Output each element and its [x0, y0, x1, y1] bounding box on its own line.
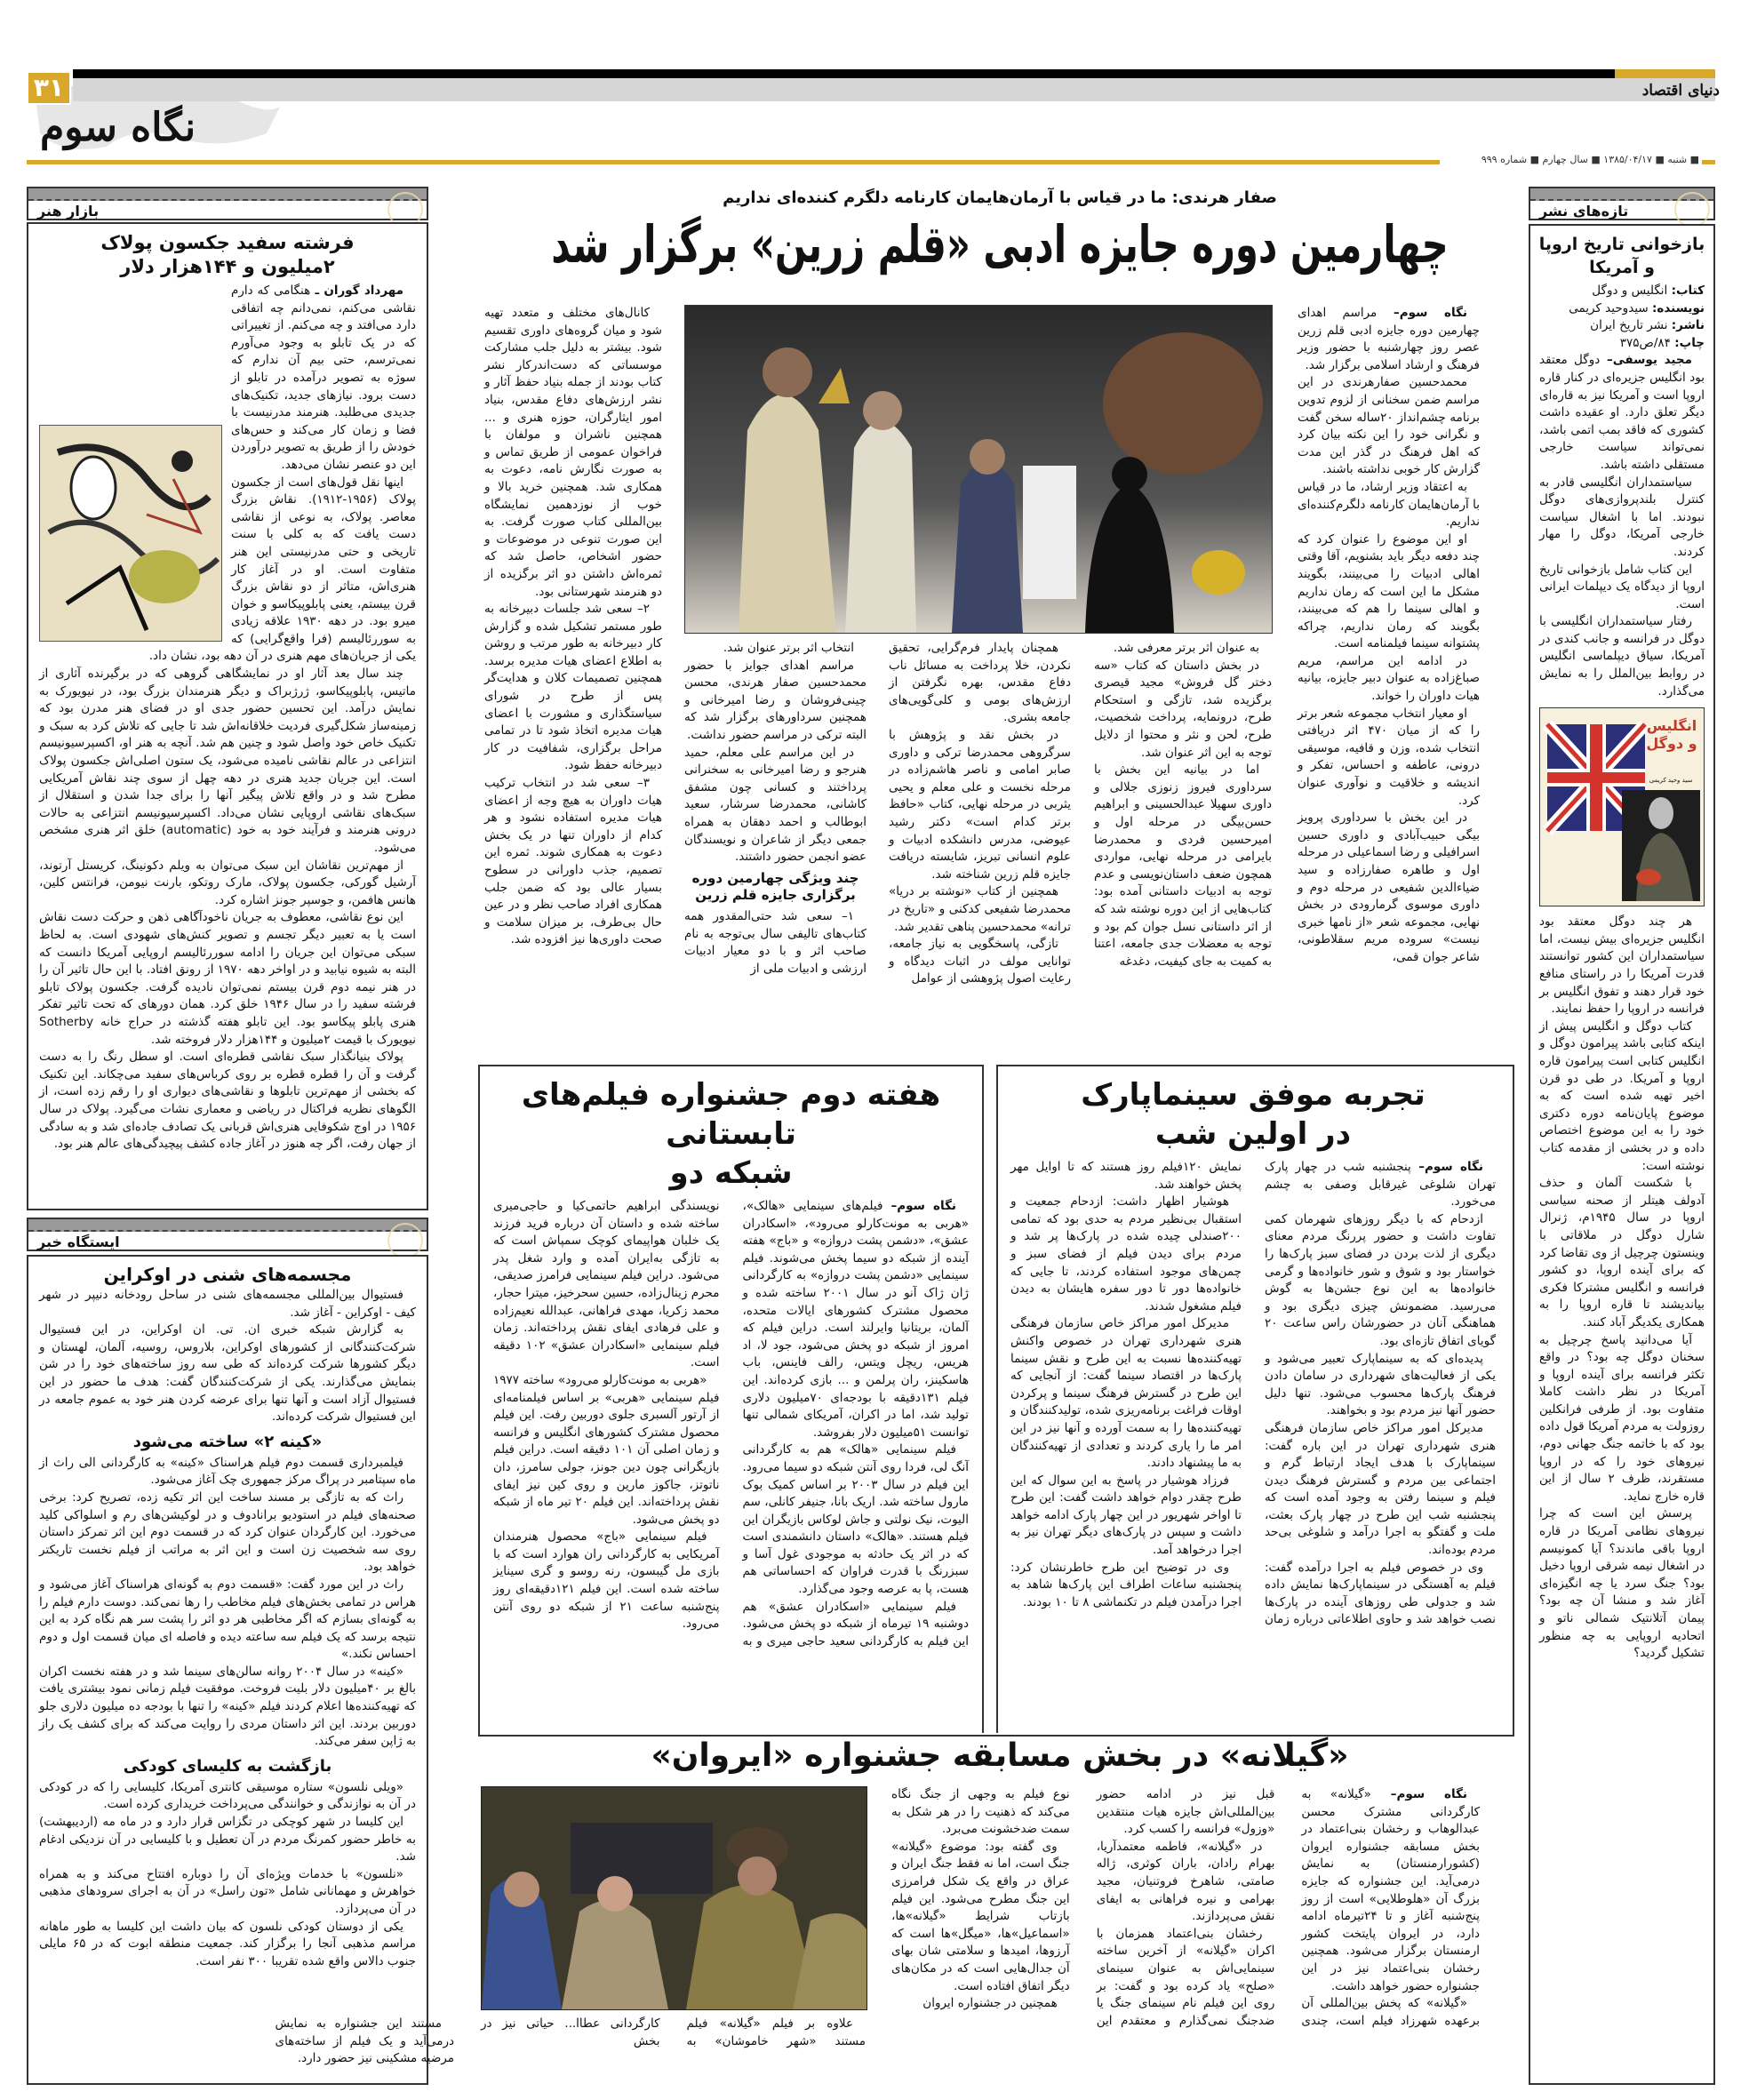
article-column-1 — [1298, 305, 1480, 1054]
article-title: هفته دوم جشنواره فیلم‌های تابستانی — [521, 1077, 941, 1152]
page-number: ۳۱ — [27, 71, 71, 105]
paragraph: وی گفته بود: موضوع «گیلانه» جنگ است، اما نه فقط جنگ ایران و عراق در واقع یک شکل فرامرزی این جنگ مطرح می‌شود. این فیلم بازتاب شرایط «گیلانه»ها، «اسماعیل»ها، «میگل»ها است که آرزوها، امیدها و سلامتی شان بهای آن جدال‌هایی است که در مکان‌های دیگر اتفاق افتاده است. — [891, 1839, 1070, 1993]
top-gold-accent — [1615, 69, 1715, 78]
paragraph: «ویلی نلسون» ستاره موسیقی کانتری آمریکا، کلیسایی را که در کودکی در آن به نوازندگی و خوانندگی می‌پرداخت خریداری کرده است. — [39, 1779, 416, 1812]
paragraph: رخشان بنی‌اعتماد همزمان با اکران «گیلانه» از آخرین ساخته سینمایی‌اش به عنوان سینمای «صلح» یاد کرده بود و گفت: بر روی این فیلم نام سینمای جنگ یا ضدجنگ نمی‌گذارم و معتقدم این نوع فیلم به وجهی از جنگ نگاه می‌کند که ذهنیت را در هر شکل به سمت ضدخشونت می‌برد. — [891, 1787, 1275, 2028]
paragraph: مدیرکل امور مراکز خاص سازمان فرهنگی هنری شهرداری تهران در این باره گفت: سینماپارک با هدف ایجاد ارتباط گرم و اجتماعی بین مردم و گسترش فرهنگ دیدن فیلم و سینما رفتن به وجود آمده است که پنجشنبه شب این طرح در چهار پارک بعثت، ملت و گفتگو به اجرا درآمد و شلوغی بی‌حد مردم بوده‌اند. — [1265, 1420, 1496, 1558]
subheading: چند ویژگی چهارمین دوره برگزاری جایزه قلم زرین — [691, 869, 859, 904]
book-info — [1539, 283, 1705, 352]
paragraph: این نوع نقاشی، معطوف به جریان ناخودآگاهی ذهن و حرکت دست نقاش است یا به تعبیر دیگر تجسم و تصویر کنش‌های شهودی است. به لحاظ سبکی می‌توان این جریان را ادامه سوررئالیسم اروپایی آمریکا دانست که البته به شیوه نیابید و در اواخر دهه ۱۹۷۰ از رونق افتاد. با این حال تاثیر آن را در هنر نیمه دوم قرن بیستم نمی‌توان نادیده گرفت. جکسون پولاک تابلو فرشته سفید را در سال ۱۹۴۶ خلق کرد. همان دورهای که تحت تاثیر تفکر هنری پابلو پیکاسو بود. این تابلو هفته گذشته در حراج خانه Sotherby نیویورک با قیمت ۲میلیون و ۱۴۴هزار دلار فروخته شد. — [39, 910, 416, 1047]
book-info-line: چاپ: ۸۴/ص۳۷۵ — [1619, 335, 1705, 350]
paragraph: ۲– سعی شد جلسات دبیرخانه به طور مستمر تشکیل شده و گزارش کار دبیرخانه به طور مرتب و روشن به اطلاع اعضای هیات مدیره برسد. همچنین تصمیمات کلان و هدایت‌گر پس از طرح در شورای سیاستگذاری و مشورت با اعضای هیات مدیره اتخاذ شود تا در تمامی مراحل برگزاری، شفافیت در کار دبیرخانه حفظ شود. — [484, 602, 662, 773]
paragraph: آیا می‌دانید پاسخ چرچیل به سخنان دوگل چه بود؟ در واقع تکثر فرانسه برای آینده اروپا و آمریکا در نظر داشت کاملا متفاوت بود. از طرفی فرانکلین روزولت به مردم آمریکا قول داده بود که با خاتمه جنگ جهانی دوم، نیروهای خود را که در اروپا مستقرند، ظرف ۲ سال از این قاره خارج نماید. — [1539, 1332, 1705, 1504]
news-body — [39, 1455, 416, 1751]
paragraph: نگاه سوم– فیلم‌های سینمایی «هالک»، «هربی به مونت‌کارلو می‌رود»، «اسکادران عشق»، «دشمن پشت دروازه» و «باج» هفته آینده از شبکه دو سیما پخش می‌شوند. فیلم سینمایی «دشمن پشت دروازه» به کارگردانی ژان ژاک آنو در سال ۲۰۰۱ ساخته شده و محصول مشترک کشورهای ایالات متحده، آلمان، بریتانیا وایرلند است. دراین فیلم که امروز از شبکه دو پخش می‌شود، جود لا، اد هریس، ریچل ویتس، رالف فاینس، باب هاسکینز، ران پرلمن و ... بازی کرده‌اند. این فیلم ۱۳۱دقیقه با بودجه‌ای ۷۰میلیون دلاری تولید شد، اما در اکران، آمریکای شمالی تنها توانست ۵۱میلیون دلار بفروشد. — [742, 1199, 969, 1440]
paragraph: در این مراسم علی معلم، حمید هنرجو و رضا امیرخانی به سخنرانی پرداختند و کسانی چون مشفق کاشانی، محمدرضا سرشار، سعید ابوطالب و احمد دهقان به همراه جمعی دیگر از شاعران و نویسندگان عضو انجمن حضور داشتند. — [684, 745, 867, 865]
paragraph: «هربی به مونت‌کارلو می‌رود» ساخته ۱۹۷۷ فیلم سینمایی «هربی» بر اساس فیلمنامه‌ای از آرتور آلسبری جلوی دوربین رفت. این فیلم محصول مشترک کشورهای انگلیس و فرانسه و زمان اصلی آن ۱۰۱ دقیقه است. دراین فیلم بازیگرانی چون دین جونز، جولی سامرز، دان ناتوتز، جاکوز مارین و روی کین نیز ایفای نقش پرداخته‌اند. این فیلم ۲۰ تیر ماه از شبکه دو پخش می‌شود. — [493, 1372, 720, 1527]
paragraph: فیلم سینمایی «هالک» هم به کارگردانی آنگ لی، فردا روی آنتن شبکه دو سیما می‌رود. این فیلم در سال ۲۰۰۳ بر اساس کمیک بوک مارول ساخته شد. اریک بانا، جنیفر کانلی، سم الیوت، نیک نولتی و جاش لوکاس بازیگران این فیلم هستند. «هالک» داستان دانشمندی است که در اثر یک حادثه به موجودی غول آسا و سبزرنگ با قدرت فراوان که احساساتی هم هست، پا به عرصه وجود می‌گذارد. — [742, 1442, 969, 1597]
cover-title: انگلیس و دوگل — [1646, 717, 1697, 753]
main-headline: چهارمین دوره جایزه ادبی «قلم زرین» برگزار شد — [551, 214, 1449, 275]
globe-icon — [387, 1223, 423, 1258]
header-strip — [28, 1219, 427, 1232]
paragraph: هر چند دوگل معتقد بود انگلیس جزیره‌ای بیش نیست، اما سیاستمداران این کشور توانستند قدرت آمریکا را در راستای منافع خود قرار دهند و تفوق انگلیس بر فرانسه در اروپا را حفظ نمایند. — [1539, 914, 1705, 1017]
paragraph: همچنین در جشنواره ایروان — [922, 1996, 1058, 2011]
paragraph: در این بخش با سرداوری پرویز بیگی حبیب‌آبادی و داوری حسین اسرافیلی و رضا اسماعیلی در مرحله اول و طاهره صفارزاده و سید ضیاءالدین شفیعی در مرحله دوم و داوری موسوی گرمارودی در بخش نهایی، مجموعه شعر «از نامها خبری نیست» سروده مریم سقلاطونی، شاعر جوان قمی، — [1298, 810, 1480, 964]
news-title: مجسمه‌های شنی در اوکراین — [103, 1264, 352, 1285]
paragraph: وی در خصوص فیلم به اجرا درآمده گفت: فیلم به آهستگی در سینماپارک‌ها نمایش داده شد و جدولی طی روزهای آینده در پارک‌ها نصب خواهد شد و حاوی اطلاعاتی درباره زمان نمایش ۱۲۰فیلم روز هستند که تا اوایل مهر پخش خواهند شد. — [1010, 1160, 1496, 1627]
news-body — [39, 1779, 416, 1971]
paragraph: نگاه سوم– «گیلانه» به کارگردانی مشترک محسن عبدالوهاب و رخشان بنی‌اعتماد در بخش مسابقه جشنواره ایروان (کشورارمنستان) به نمایش درمی‌آید. این جشنواره که جایزه بزرگ آن «هلوطلایی» است از روز پنج‌شنبه آغاز و تا ۲۴تیرماه ادامه دارد، در ایروان پایتخت کشور ارمنستان برگزار می‌شود. همچنین رخشان بنی‌اعتماد نیز در این جشنواره حضور خواهد داشت. — [1301, 1787, 1480, 1993]
paragraph: این کتاب شامل بازخوانی تاریخ اروپا از دیدگاه یک دیپلمات ایرانی است. — [1539, 562, 1705, 611]
paragraph: وی در توضیح این طرح خاطرنشان کرد: پنجشنبه ساعات اطراف این پارک‌ها شاهد به اجرا درآمدن فیلم در تکنماشی ۸ تا ۱۰ بودند. — [1010, 1560, 1242, 1609]
article-title-2: شبکه دو — [669, 1155, 793, 1191]
paragraph: ۱– سعی شد حتی‌المقدور همه کتاب‌های تالیفی سال بی‌توجه به نام صاحب اثر و با دو معیار ادبیات ارزشی و ادبیات ملی از — [684, 908, 867, 976]
paragraph: چند سال بعد آثار او در نمایشگاهی گروهی که در برگیرنده آثاری از ماتیس، پابلوپیکاسو، ژرژبراک و دیگر هنرمندان بزرگ بود، در نیویورک به نمایش درآمد. این تحسین حضور جدی او در فضای هنر مدرن بود که زمینه‌ساز شکل‌گیری فردیت خلاقانه‌اش شد تا جایی که تلاش کرد به سبک و تکنیک خاص خود واصل شود و چنین هم شد. آنچه به هنر او، اکسپرسیونیسم انتزاعی در عالم نقاشی نامیده می‌شود، یک ستون اصلی‌اش جکسون پولاک است. این جریان جدید هنری در دهه چهل از سوی چند نقاش آمریکایی مطرح شد و در واقع تلاش پیگیر آنها را برای جدا شدن و استقلال از سبک‌های نقاشی اروپایی نشان می‌داد. اکسپرسیونیسم انتزاعی به حالات درونی هنرمند و فرآیند خود به خود (automatic) خلق اثر هنری مشخص می‌شود. — [39, 667, 416, 855]
info-label: کتاب: — [1671, 283, 1705, 298]
paragraph: پدیده‌ای که به سینماپارک تعبیر می‌شود و یکی از فعالیت‌های شهرداری در سامان دادن فرهنگ پارک‌ها محسوب می‌شود. تنها دلیل حضور آنها نیز مردم بود و بخواهند. — [1265, 1351, 1496, 1418]
paragraph: فیلم سینمایی «اسکادران عشق» هم دوشنبه ۱۹ تیرماه از شبکه دو پخش می‌شود. این فیلم به کارگردانی سعید حاجی میری و به نویسندگی ابراهیم حاتمی‌کیا و حاجی‌میری ساخته شده و داستان آن درباره فرید فرزند یک خلبان هواپیمای کوچک سمپاش است که به تازگی به‌ایران آمده و وارد شغل پدر می‌شود. دراین فیلم سینمایی فرامرز صدیقی، محرم زینال‌زاده، حسین سحرخیز، میترا حجار، محمد زکریا، مهدی فراهانی، عبدالله نعیم‌زاده و علی فرهادی ایفای نقش پرداخته‌اند. زمان فیلم سینمایی «اسکادران عشق» ۱۰۲ دقیقه است. — [493, 1199, 969, 1649]
article-column-5 — [484, 305, 662, 1054]
paragraph: در ادامه این مراسم، مریم صباغ‌زاده به عنوان دبیر جایزه، بیانیه هیات داوران را خواند. — [1298, 653, 1480, 704]
paragraph: راث در این مورد گفت: «قسمت دوم به گونه‌ای هراسناک آغاز می‌شود و هراس در تمامی بخش‌های فیلم مخاطب را رها نمی‌کند. دوست دارم فیلم را به گونه‌ای بسازم که اگر مخاطبی هر دو اثر را پشت سر هم نگاه کرد به این نتیجه برسد که یک فیلم سه ساعته دیده و فاصله ای میان قسمت اول و دوم احساس نکند.» — [39, 1577, 416, 1662]
byline: نگاه سوم– — [882, 1199, 956, 1213]
paragraph: یکی از دوستان کودکی نلسون که بیان داشت این کلیسا به طور ماهانه مراسم مذهبی آنجا را برگزار کند. جمعیت منطقه ابوت که در ۶۵ مایلی جنوب دالاس واقع شده تقریبا ۳۰۰ نفر است. — [39, 1919, 416, 1968]
article-title: فرشته سفید جکسون پولاک — [100, 232, 355, 253]
paragraph: مهرداد گوران ـ هنگامی که دارم نقاشی می‌کنم، نمی‌دانم چه اتفاقی دارد می‌افتد و چه می‌کنم. از تغییراتی که در یک تابلو به وجود می‌آورم نمی‌ترسم، حتی بیم آن ندارم که سوژه به تصویر درآمده در تابلو از دست برود. نیازهای جدید، تکنیک‌های جدیدی می‌طلبد. هنرمند مدرنیست با فضا و زمان کار می‌کند و حس‌های خودش را از طریق به تصویر درآوردن این دو عنصر نشان می‌دهد. — [231, 283, 416, 472]
section-label: تازه‌های نشر — [1539, 203, 1629, 220]
paragraph: فیلمبرداری قسمت دوم فیلم هراسناک «کینه» به کارگردانی الی راث از ماه سپتامبر در پراگ مرکز جمهوری چک آغاز می‌شود. — [39, 1455, 416, 1488]
book-info-line: کتاب: انگلیس و دوگل — [1592, 283, 1705, 298]
article-column-4 — [684, 640, 867, 1054]
paragraph: مجید یوسفی– دوگل معتقد بود انگلیس جزیره‌ای در کنار قاره اروپا است و آمریکا نیز به قاره‌ای دیگر تعلق دارد. او عقیده داشت کشوری که فاقد بمب اتمی باشد، نمی‌تواند سیاست خارجی مستقلی داشته باشد. — [1539, 353, 1705, 472]
paragraph: فرزاد هوشیار در پاسخ به این سوال که این طرح چقدر دوام خواهد داشت گفت: این طرح تا اواخر شهریور در این چهار پارک ادامه خواهد داشت و سپس در پارک‌های دیگر تهران نیز به اجرا درخواهد آمد. — [1010, 1473, 1242, 1558]
paragraph: «گیلانه» که پخش بین‌المللی آن برعهده شهرزاد فیلم است، چندی قبل نیز در ادامه حضور بین‌المللی‌اش جایزه هیات منتقدین «وزول» فرانسه را کسب کرد. — [1096, 1787, 1480, 2028]
section-header-art-market — [27, 187, 428, 220]
gold-divider — [27, 160, 1440, 164]
book-cover-image — [1539, 707, 1705, 906]
paragraph: رفتار سیاستمداران انگلیسی با دوگل در فرانسه و جانب کندی در آمریکا، سیاق دیپلماسی انگلیس در روابط بین‌الملل را به نمایش می‌گذارد. — [1539, 614, 1705, 699]
paragraph: راث که به تازگی بر مسند ساخت این اثر تکیه زده، تصریح کرد: برخی صحنه‌های فیلم در استودیو برانادوف و در لوکیشن‌های رم و اسلواکی کلید می‌خورد. این کارگردان عنوان کرد که در قسمت دوم این اثر تمرکز داستان روی سه شخصیت زن است و این اثر به مراتب از فیلم نخست تاریکتر خواهد بود. — [39, 1489, 416, 1575]
paragraph: پولاک بنیانگذار سبک نقاشی قطره‌ای است. او سطل رنگ را به دست گرفت و آن را قطره قطره بر روی کرباس‌های سفید می‌چکاند. این تکنیک که بخشی از مهم‌ترین تابلوها و نقاشی‌های دیواری او را رقم زده است، از الگوهای نظریه فراکتال در ریاضی و معماری نشات می‌گیرد. پولاک در سال ۱۹۵۶ در اوج شکوفایی هنری‌اش قربانی یک تصادف جاده‌ای شد و به سادگی از جهان رفت، اگر چه هنوز در آغاز جاده کشف پیچیدگی‌های عالم هنر بود. — [39, 1050, 416, 1152]
paragraph: از مهم‌ترین نقاشان این سبک می‌توان به ویلم دکونینگ، کریستل آرتوند، آرشیل گورکی، جکسون پولاک، مارک روتکو، بارنت نیومن، فرانتس کلین، هانس هافمن، و جوسپر جونز اشاره کرد. — [39, 858, 416, 907]
paragraph: در «گیلانه»، فاطمه معتمدآریا، بهرام رادان، باران کوثری، ژاله صامتی، شاهرخ فروتنیان، مجید بهرامی و نیره فراهانی به ایفای نقش می‌پردازند. — [1096, 1839, 1275, 1924]
paragraph: هوشیار اظهار داشت: ازدحام جمعیت و استقبال بی‌نظیر مردم به حدی بود که تمامی ۲۰۰صندلی چیده شده در پارک‌ها پر شد و مردم برای دیدن فیلم از فضای سبز و چمن‌های موجود استفاده کردند، تا جایی که خانواده‌ها دور تا دور سفره هایشان به دیدن فیلم مشغول شدند. — [1010, 1194, 1242, 1313]
cover-author: سید وحید کریمی — [1649, 777, 1693, 785]
byline: نگاه سوم– — [1410, 1160, 1483, 1174]
byline: نگاه سوم– — [1377, 306, 1467, 320]
paragraph: با شکست آلمان و حذف آدولف هیتلر از صحنه سیاسی اروپا در سال ۱۹۴۵م، ژنرال شارل دوگل در ملاقاتی با وینستون چرچیل از وی تقاضا کرد که برای آینده اروپا، دو کشور فرانسه و انگلیس مشترکا فکری بیاندیشند تا قاره اروپا را به همکاری یکدیگر آباد کنند. — [1539, 1176, 1705, 1329]
review-body-bottom — [1539, 914, 1705, 1663]
paragraph: ازدحام که با دیگر روزهای شهرمان کمی تفاوت داشت و حضور پررنگ مردم معنای دیگری از لذت بردن در فضای سبز پارک‌ها را خواستار بود و شوق و شور خانواده‌ها و گرمی خانواده‌ها به این نوع جشن‌ها به گوش می‌رسید. مضمونش چیزی دیگری بود و هماهنگی آنان در حضورشان راس ساعت ۲۰ گویای اتفاق تازه‌ای بود. — [1265, 1211, 1496, 1348]
section-header-news-station — [27, 1218, 428, 1251]
header-gray-band — [73, 78, 1715, 101]
book-review-title: بازخوانی تاریخ اروپا و آمریکا — [1538, 235, 1705, 277]
paragraph: علاوه بر فیلم «گیلانه» فیلم مستند «شهر خاموشان» به کارگردانی عطاا... حیاتی نیز در بخش — [481, 2016, 866, 2048]
globe-icon — [1674, 192, 1710, 228]
review-body-top — [1539, 352, 1705, 700]
header-strip — [28, 188, 427, 201]
info-label: نویسنده: — [1651, 300, 1705, 315]
paragraph: نگاه سوم– مراسم اهدای چهارمین دوره جایزه ادبی قلم زرین عصر روز چهارشنبه با حضور وزیر فرهنگ و ارشاد اسلامی برگزار شد. — [1298, 306, 1480, 372]
paragraph: اما در بیانیه این بخش با سرداوری فیروز زنوزی جلالی و داوری سهیلا عبدالحسینی و ابراهیم حسن‌بیگی در مرحله اول و امیرحسین فردی و محمدرضا بایرامی در مرحله نهایی، مواردی همچون ضعف داستان‌نویسی و عدم توجه به ادبیات داستانی آمده بود: کتاب‌هایی از این دوره نوشته شد که از اثر داستانی نسل جوان کم بود و توجه به معضلات جدی جامعه، اعتنا به کمیت به جای کیفیت، دغدغه — [1094, 763, 1272, 969]
gilaneh-film-still — [481, 1786, 867, 2010]
article-title: تجربه موفق سینماپارک — [1081, 1077, 1426, 1113]
paragraph: تازگی، پاسخگویی به نیاز جامعه، توانایی مولف در اثبات دیدگاه و رعایت اصول پژوهشی از عوامل — [889, 937, 1071, 986]
paragraph: مراسم اهدای جوایز با حضور محمدحسین صفار هرندی، محسن چینی‌فروشان و رضا امیرخانی و همچنین سرداورهای برگزار شد که البته ترکی در مراسم حضور نداشت. — [684, 658, 867, 742]
film-frame-divider — [982, 1065, 998, 1733]
article-title-2: در اولین شب — [1154, 1116, 1352, 1152]
section-label: بازار هنر — [37, 203, 100, 220]
paragraph: سیاستمداران انگلیسی قادر به کنترل بلندپروازی‌های دوگل نبودند. اما با اشغال سیاست خارجی آمریکا، دوگل را مهار کردند. — [1539, 475, 1705, 559]
gilaneh-article-body — [891, 1786, 1480, 2082]
painting-image — [39, 425, 222, 642]
section-label: ایستگاه خبر — [37, 1234, 120, 1250]
paragraph: همچنان پایدار فرم‌گرایی، تحقیق نکردن، خلا پرداخت به مسائل ناب دفاع مقدس، بهره نگرفتن از ارزش‌های بومی و کلی‌گویی‌های جامعه بشری. — [889, 641, 1071, 725]
paragraph: او معیار انتخاب مجموعه شعر برتر را که از میان ۴۷۰ اثر دریافتی انتخاب شده، وزن و قافیه، موسیقی درونی، عاطفه و احساس، تفکر و اندیشه و خلاقیت و نوآوری عنوان کرد. — [1298, 706, 1480, 808]
article-body — [39, 283, 416, 1154]
article-column-2 — [1094, 640, 1272, 1054]
paragraph: انتخاب اثر برتر عنوان شد. — [723, 641, 854, 655]
book-info-line: نویسنده: سیدوحید کریمی — [1569, 300, 1705, 315]
article-title-2: ۲میلیون و ۱۴۴هزار دلار — [120, 256, 335, 277]
paragraph: همچنین از کتاب «نوشته بر دریا» محمدرضا شفیعی کدکنی و «تاریخ در ترانه» محمدحسین پناهی تقدیر شد. — [889, 884, 1071, 934]
paragraph: فستیوال بین‌المللی مجسمه‌های شنی در ساحل رودخانه دنیپر در شهر کیف - اوکراین - آغاز شد. — [39, 1288, 416, 1320]
book-review — [1529, 224, 1715, 2085]
paragraph: «کینه» در سال ۲۰۰۴ روانه سالن‌های سینما شد و در هفته نخست اکران بالغ بر ۴۰میلیون دلار بلیت فروخت. موفقیت فیلم زمانی نمود بیشتری یافت که تهیه‌کننده‌ها اعلام کردند فیلم «کینه» را تنها با بودجه ده میلیون دلاری جلو دوربین بردند. این اثر داستان مردی را روایت می‌کند که برای کشف یک راز به ژاپن سفر می‌کند. — [39, 1664, 416, 1749]
byline: مجید یوسفی– — [1600, 353, 1692, 368]
section-header-new-publications — [1529, 187, 1715, 220]
paragraph: ۳– سعی شد در انتخاب ترکیب هیات داوران به هیچ وجه از اعضای هیات مدیره استفاده نشود و هر کدام از داوران تنها در یک بخش دعوت به همکاری شوند. ثمره این تصمیم، جذب داورانی در سطوح بسیار عالی بود که ضمن جلب همکاری افراد صاحب نظر و در عین حال بی‌طرف، بر میزان سلامت و صحت داوری‌ها نیز افزوده شد. — [484, 776, 662, 947]
art-article — [27, 222, 428, 1210]
paragraph: به عنوان اثر برتر معرفی شد. — [1113, 641, 1259, 655]
paragraph: او این موضوع را عنوان کرد که چند دفعه دیگر باید بشنویم، آقا وقتی اهالی ادبیات را می‌بینند، بگویند مشکل ما این است که رمان نداریم و اهالی سینما را هم که می‌بینند، بگویند که رمان نداریم، چراکه پشتوانه سینما فیلمنامه است. — [1298, 531, 1480, 651]
article-column-3 — [889, 640, 1071, 1054]
news-box — [27, 1255, 428, 2085]
paragraph: مدیرکل امور مراکز خاص سازمان فرهنگی هنری شهرداری تهران در خصوص واکنش تهیه‌کننده‌ها نسبت به این طرح و نقش سینما پارک‌ها در اقتصاد سینما گفت: از آنجایی که این طرح در گسترش فرهنگ سینما و پرکردن اوقات فراغت برنامه‌ریزی شده، تولیدکنندگان و تهیه‌کننده‌ها را به سمت آورده و آنها نیز در این امر ما را یاری کردند و تعدادی از تهیه‌کنندگان به ما پیشنهاد دادند. — [1010, 1316, 1242, 1471]
summer-film-festival-article — [484, 1075, 978, 1767]
paragraph: این کلیسا در شهر کوچکی در تگزاس قرار دارد و در ماه مه (اردیبهشت) به خاطر حضور کمرنگ مردم در آن تعطیل و با کلیسایی در آن نزدیکی ادغام شد. — [39, 1815, 416, 1864]
news-title: بازگشت به کلیسای کودکی — [123, 1756, 332, 1776]
paragraph: محمدحسین صفارهرندی در این مراسم ضمن سخنانی از لزوم تدوین برنامه چشم‌انداز ۲۰ساله سخن گفت و نگرانی خود را این نکته بیان کرد که اهل فرهنگ در گذر این مدت گزارش کار خوبی نداشته باشند. — [1298, 375, 1480, 477]
news-body — [39, 1287, 416, 1426]
section-title: نگاه سوم — [40, 105, 196, 150]
book-info-line: ناشر: نشر تاریخ ایران — [1590, 318, 1705, 333]
paragraph: اینها نقل قول‌های است از جکسون پولاک (۱۹۵۶-۱۹۱۲). نقاش بزرگ معاصر. پولاک، به نوعی از نقاشی دست یافت که به کلی با سنت تاریخی و حتی مدرنیستی این هنر متفاوت است. او در آغاز کار هنری‌اش، متاثر از دو نقاش بزرگ قرن بیستم، یعنی پابلوپیکاسو و خوان میرو بود. در دهه ۱۹۳۰ علاقه زیادی به سوررئالیسم (فرا واقع‌گرایی) که یکی از جریان‌های مهم هنری در آن دهه بود، نشان داد. — [148, 475, 417, 664]
paragraph: کانال‌های مختلف و متعدد تهیه شود و میان گروه‌های داوری تقسیم شود. بیشتر به دلیل جلب مشارکت موسساتی که دست‌اندرکار نشر کتاب بودند از جمله بنیاد حفظ آثار و نشر ارزش‌های دفاع مقدس، بنیاد امور ایثارگران، حوزه هنری و ... همچنین ناشران و مولفان با فراخوان عمومی از طریق تماس و به صورت نگارش نامه، دعوت به همکاری شد. همچنین خرید بالا و خوب از نوزدهمین نمایشگاه بین‌المللی کتاب صورت گرفت. به این صورت تنوعی در موضوعات و حضور اشخاص، حاصل شد که ثمره‌اش داشتن دو اثر برگزیده از دو هنرمند شهرستانی بود. — [484, 306, 662, 599]
paragraph: به گزارش شبکه خبری ان. تی. ان اوکراین، در این فستیوال شرکت‌کنندگانی از کشورهای اوکراین، بلاروس، روسیه، آلمان، لهستان و دیگر کشورها شرکت کرده‌اند که طی سه روز ساخته‌های خود را در شن بنمایش می‌گذارند. یکی از شرکت‌کنندگان گفت: هدف ما حضور در این فستیوال آزاد است و آنها تنها برای عرضه کردن هنر خود به عموم جامعه در این فستیوال شرکت کرده‌اند. — [39, 1322, 416, 1425]
paragraph: در بخش داستان که کتاب «سه دختر گل فروش» مجید قیصری برگزیده شد، تازگی و استحکام طرح، درونمایه، پرداخت شخصیت، طرح، لحن و نثر و محتوا از دلایل توجه به این اثر عنوان شد. — [1094, 658, 1272, 760]
dateline: ■ شنبه ■ ۱۳۸۵/۰۴/۱۷ ■ سال چهارم ■ شماره ۹۹۹ — [1481, 154, 1699, 165]
byline: نگاه سوم– — [1370, 1787, 1467, 1801]
paragraph: «نلسون» با خدمات ویژه‌ای آن را دوباره افتتاح می‌کند و به همراه خواهرش و مهمانانی شامل «تون راسل» در آن به اجرای سرودهای مذهبی در آن می‌پردازد. — [39, 1866, 416, 1916]
byline: مهرداد گوران ـ — [310, 283, 403, 298]
paragraph: نگاه سوم– پنجشنبه شب در چهار پارک تهران شلوغی غیرقابل وصفی به چشم می‌خورد. — [1265, 1160, 1496, 1210]
paragraph: در بخش نقد و پژوهش با سرگروهی محمدرضا ترکی و داوری صابر امامی و ناصر هاشم‌زاده در مرحله نخست و علی معلم و یحیی یثربی در مرحله نهایی، کتاب «حافظ برتر کدام است» دکتر رشید عیوضی، مدرس دانشکده ادبیات و علوم انسانی تبریز، شایسته دریافت جایزه قلم زرین شناخته شد. — [889, 727, 1071, 882]
award-ceremony-photo — [684, 305, 1273, 634]
gold-divider-end — [1702, 160, 1715, 164]
paragraph: به اعتقاد وزیر ارشاد، ما در قیاس با آرمان‌هایمان کارنامه دلگرم‌کننده‌ای نداریم. — [1298, 479, 1480, 530]
info-label: چاپ: — [1674, 335, 1705, 350]
info-label: ناشر: — [1671, 318, 1705, 333]
news-title: «کینه ۲» ساخته می‌شود — [132, 1432, 323, 1451]
paragraph: کتاب دوگل و انگلیس پیش از اینکه کتابی باشد پیرامون دوگل و انگلیس کتابی است پیرامون قاره اروپا و آمریکا. در طی دو قرن اخیر تهیه شده است که به موضوع پایان‌نامه دوره دکتری خود را به این موضوع اختصاص داده و در بخشی از مقدمه کتاب نوشته است: — [1539, 1018, 1705, 1173]
gilaneh-headline: «گیلانه» در بخش مسابقه جشنواره «ایروان» — [651, 1737, 1349, 1774]
article-body — [1010, 1159, 1496, 1728]
photo-caption — [275, 2016, 866, 2082]
paragraph: مستند این جشنواره به نمایش درمی‌آید و یک فیلم از ساخته‌های مرضیه مشکینی نیز حضور دارد. — [275, 2016, 454, 2066]
cinema-park-article — [1000, 1075, 1506, 1728]
paragraph: فیلم سینمایی «باج» محصول هنرمندان آمریکایی به کارگردانی ران هوارد است که با بازی مل گیبسون، رنه روسو و گری سینایز ساخته شده است. این فیلم ۱۲۱دقیقه‌ای روز پنج‌شنبه ساعت ۲۱ از شبکه دو روی آنتن می‌رود. — [493, 1529, 720, 1632]
article-kicker: صفار هرندی: ما در قیاس با آرمان‌هایمان کارنامه دلگرم کننده‌ای نداریم — [723, 188, 1277, 207]
top-black-bar — [73, 69, 1615, 78]
article-body — [493, 1198, 969, 1767]
newspaper-logo: دنیای اقتصاد — [1641, 82, 1720, 100]
paragraph: پرسش این است که چرا نیروهای نظامی آمریکا در قاره اروپا باقی ماندند؟ آیا کمونیسم در اشغال نیمه شرقی اروپا دخیل بود؟ جنگ سرد یا چه انگیزه‌ای آغاز شد و منشا آن چه بود؟ پیمان آتلانتیک شمالی ناتو و اتحادیه اروپایی به چه منظور تشکیل گردید؟ — [1539, 1506, 1705, 1661]
